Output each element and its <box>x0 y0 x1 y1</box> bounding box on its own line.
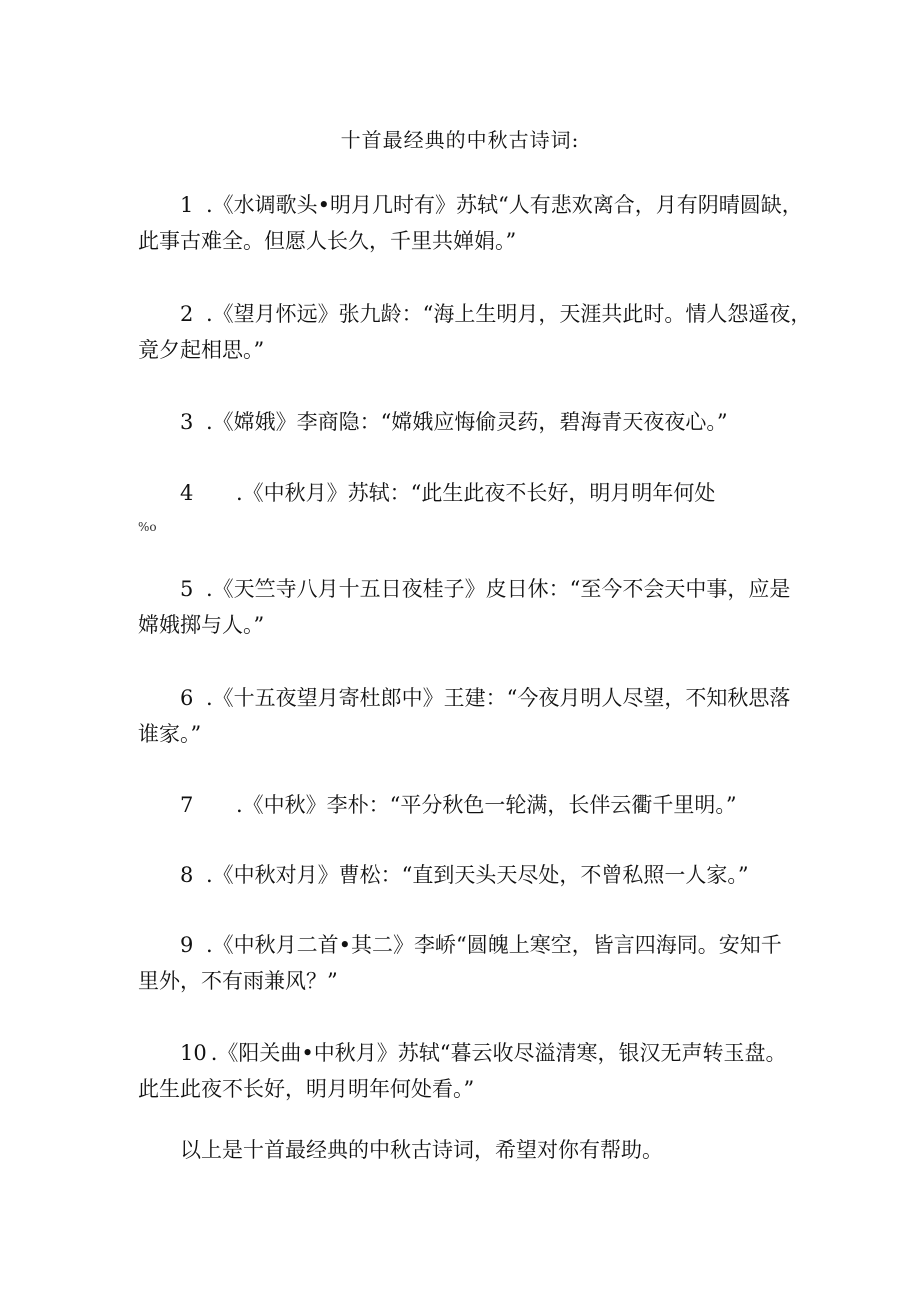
poem-2-text-1: .《望月怀远》张九龄：“海上生明月，天涯共此时。情人怨遥夜， <box>206 302 812 326</box>
poem-6-line-2: 谁家。” <box>138 722 202 746</box>
poem-10-line-2: 此生此夜不长好，明月明年何处看。” <box>138 1077 475 1101</box>
poem-2-number: 2 <box>180 302 194 326</box>
poem-2-line-1 <box>180 301 811 327</box>
poem-10-line-1 <box>180 1040 787 1066</box>
poem-1-text-1: .《水调歌头•明月几时有》苏轼“人有悲欢离合，月有阴晴圆缺， <box>206 193 803 217</box>
poem-10-text-1: .《阳关曲•中秋月》苏轼“暮云收尽溢清寒，银汉无声转玉盘。 <box>210 1041 787 1065</box>
poem-1-line-1 <box>180 192 803 218</box>
poem-7-number: 7 <box>180 793 194 817</box>
poem-9-line-1 <box>180 932 782 958</box>
closing-text: 以上是十首最经典的中秋古诗词，希望对你有帮助。 <box>180 1138 663 1162</box>
poem-6-text-1: .《十五夜望月寄杜郎中》王建：“今夜月明人尽望，不知秋思落 <box>206 686 791 710</box>
poem-4-number: 4 <box>180 481 194 505</box>
poem-5-text-1: .《天竺寺八月十五日夜桂子》皮日休：“至今不会天中事，应是 <box>206 577 791 601</box>
poem-1-line-2: 此事古难全。但愿人长久，千里共婵娟。” <box>138 229 517 253</box>
poem-1-number: 1 <box>180 193 194 217</box>
poem-9-text-1: .《中秋月二首•其二》李峤“圆魄上寒空，皆言四海同。安知千 <box>206 933 782 957</box>
poem-4-line-2: %o <box>138 520 157 534</box>
poem-6-line-1 <box>180 685 790 711</box>
poem-7-text-1: .《中秋》李朴：“平分秋色一轮满，长伴云衢千里明。” <box>236 793 737 817</box>
poem-9-line-2: 里外，不有雨兼风？” <box>138 969 338 993</box>
poem-3-line-1 <box>180 409 728 435</box>
poem-4-text-1: .《中秋月》苏轼：“此生此夜不长好，明月明年何处 <box>236 481 716 505</box>
poem-2-line-2: 竟夕起相思。” <box>138 338 265 362</box>
poem-3-text-1: .《嫦娥》李商隐：“嫦娥应悔偷灵药，碧海青天夜夜心。” <box>206 410 728 434</box>
poem-9-number: 9 <box>180 933 194 957</box>
poem-6-number: 6 <box>180 686 194 710</box>
poem-4-line-1 <box>180 480 715 506</box>
poem-10-number: 10 <box>180 1041 207 1065</box>
poem-5-number: 5 <box>180 577 194 601</box>
poem-5-line-1 <box>180 576 790 602</box>
poem-8-number: 8 <box>180 863 194 887</box>
poem-8-text-1: .《中秋对月》曹松：“直到天头天尽处，不曾私照一人家。” <box>206 863 749 887</box>
poem-7-line-1 <box>180 792 737 818</box>
page-title: 十首最经典的中秋古诗词: <box>340 128 580 152</box>
poem-3-number: 3 <box>180 410 194 434</box>
poem-8-line-1 <box>180 862 749 888</box>
poem-5-line-2: 嫦娥掷与人。” <box>138 613 265 637</box>
